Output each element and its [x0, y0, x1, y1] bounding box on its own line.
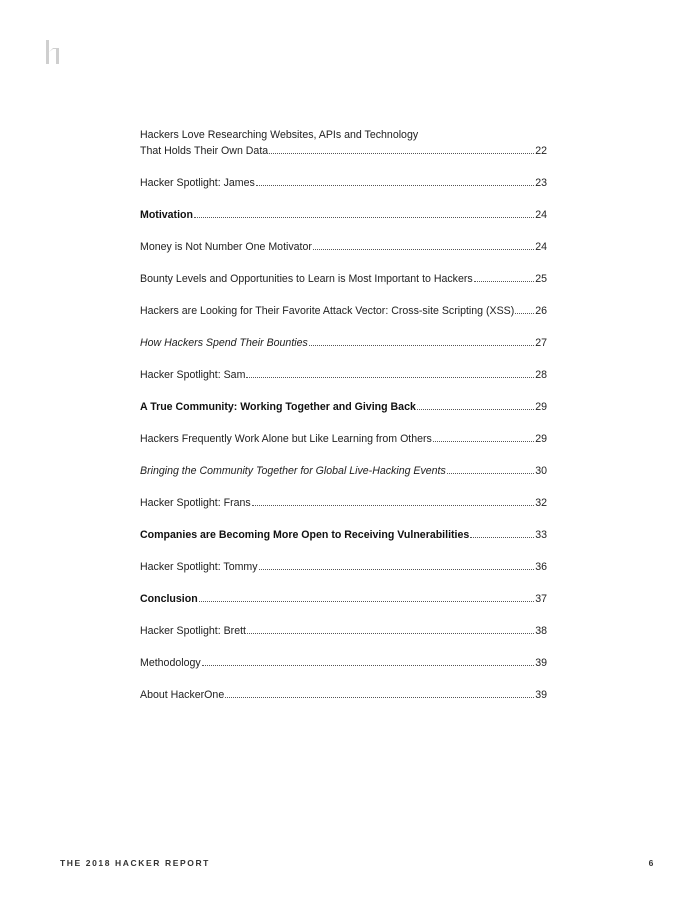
toc-entry-page: 27: [535, 337, 547, 349]
toc-entry-title: Companies are Becoming More Open to Receiving Vulnerabilities: [140, 529, 470, 541]
toc-entry-page: 23: [535, 177, 547, 189]
toc-entry-title: Motivation: [140, 209, 193, 221]
toc-entry-page: 38: [535, 625, 547, 637]
leader-dots: [194, 217, 534, 218]
toc-entry-title: Hacker Spotlight: Sam: [140, 369, 246, 381]
leader-dots: [269, 153, 534, 154]
toc-entry-page: 29: [535, 433, 547, 445]
toc-entry[interactable]: [140, 336, 547, 350]
leader-dots: [246, 377, 534, 378]
toc-entry-page: 24: [535, 241, 547, 253]
toc-entry[interactable]: [140, 432, 547, 446]
toc-entry-page: 37: [535, 593, 547, 605]
report-title: THE 2018 HACKER REPORT: [60, 858, 210, 868]
toc-entry-title: Hackers Frequently Work Alone but Like Learning from Others: [140, 433, 432, 445]
leader-dots: [252, 505, 535, 506]
leader-dots: [199, 601, 535, 602]
leader-dots: [515, 313, 534, 314]
toc-entry[interactable]: [140, 128, 547, 158]
toc-entry[interactable]: [140, 688, 547, 702]
toc-entry[interactable]: [140, 464, 547, 478]
toc-entry[interactable]: [140, 272, 547, 286]
leader-dots: [470, 537, 534, 538]
toc-entry-title: Bringing the Community Together for Global Live-Hacking Events: [140, 465, 446, 477]
toc-entry-page: 28: [535, 369, 547, 381]
page-number: 6: [648, 858, 655, 868]
toc-entry-title: Bounty Levels and Opportunities to Learn is Most Important to Hackers: [140, 273, 473, 285]
toc-entry-title: Hackers are Looking for Their Favorite Attack Vector: Cross-site Scripting (XSS): [140, 305, 515, 317]
toc-entry-page: 32: [535, 497, 547, 509]
toc-entry[interactable]: [140, 304, 547, 318]
toc-entry-title: Methodology: [140, 657, 201, 669]
toc-entry-title: Hacker Spotlight: James: [140, 177, 255, 189]
leader-dots: [202, 665, 535, 666]
toc-entry[interactable]: [140, 656, 547, 670]
toc-entry-title: Hacker Spotlight: Brett: [140, 625, 246, 637]
leader-dots: [313, 249, 534, 250]
h1-logo-icon: [45, 38, 65, 66]
leader-dots: [417, 409, 534, 410]
toc-entry-page: 26: [535, 305, 547, 317]
toc-entry-page: 24: [535, 209, 547, 221]
toc-entry-title: About HackerOne: [140, 689, 225, 701]
toc-entry-title: Hacker Spotlight: Tommy: [140, 561, 258, 573]
leader-dots: [256, 185, 534, 186]
leader-dots: [259, 569, 535, 570]
table-of-contents: [140, 128, 547, 720]
toc-entry-page: 30: [535, 465, 547, 477]
toc-entry-title: How Hackers Spend Their Bounties: [140, 337, 308, 349]
toc-entry[interactable]: [140, 528, 547, 542]
leader-dots: [474, 281, 535, 282]
toc-entry-page: 36: [535, 561, 547, 573]
leader-dots: [247, 633, 534, 634]
toc-entry[interactable]: [140, 176, 547, 190]
toc-entry[interactable]: [140, 560, 547, 574]
toc-entry-page: 22: [535, 145, 547, 157]
toc-entry-title: Conclusion: [140, 593, 198, 605]
toc-entry[interactable]: [140, 208, 547, 222]
leader-dots: [447, 473, 534, 474]
toc-entry[interactable]: [140, 592, 547, 606]
leader-dots: [433, 441, 534, 442]
toc-entry[interactable]: [140, 368, 547, 382]
toc-entry-page: 33: [535, 529, 547, 541]
toc-entry[interactable]: [140, 400, 547, 414]
toc-entry[interactable]: [140, 624, 547, 638]
toc-entry-page: 25: [535, 273, 547, 285]
toc-entry-page: 39: [535, 657, 547, 669]
toc-entry-page: 39: [535, 689, 547, 701]
toc-entry[interactable]: [140, 496, 547, 510]
toc-entry-title-line1: Hackers Love Researching Websites, APIs and Technology: [140, 129, 419, 141]
page-footer: [60, 858, 655, 868]
toc-entry-page: 29: [535, 401, 547, 413]
toc-entry-title: Hacker Spotlight: Frans: [140, 497, 251, 509]
toc-entry[interactable]: [140, 240, 547, 254]
toc-entry-title: Money is Not Number One Motivator: [140, 241, 312, 253]
toc-entry-title-line2: That Holds Their Own Data: [140, 145, 269, 157]
toc-entry-title: A True Community: Working Together and Giving Back: [140, 401, 416, 413]
leader-dots: [309, 345, 534, 346]
leader-dots: [225, 697, 534, 698]
